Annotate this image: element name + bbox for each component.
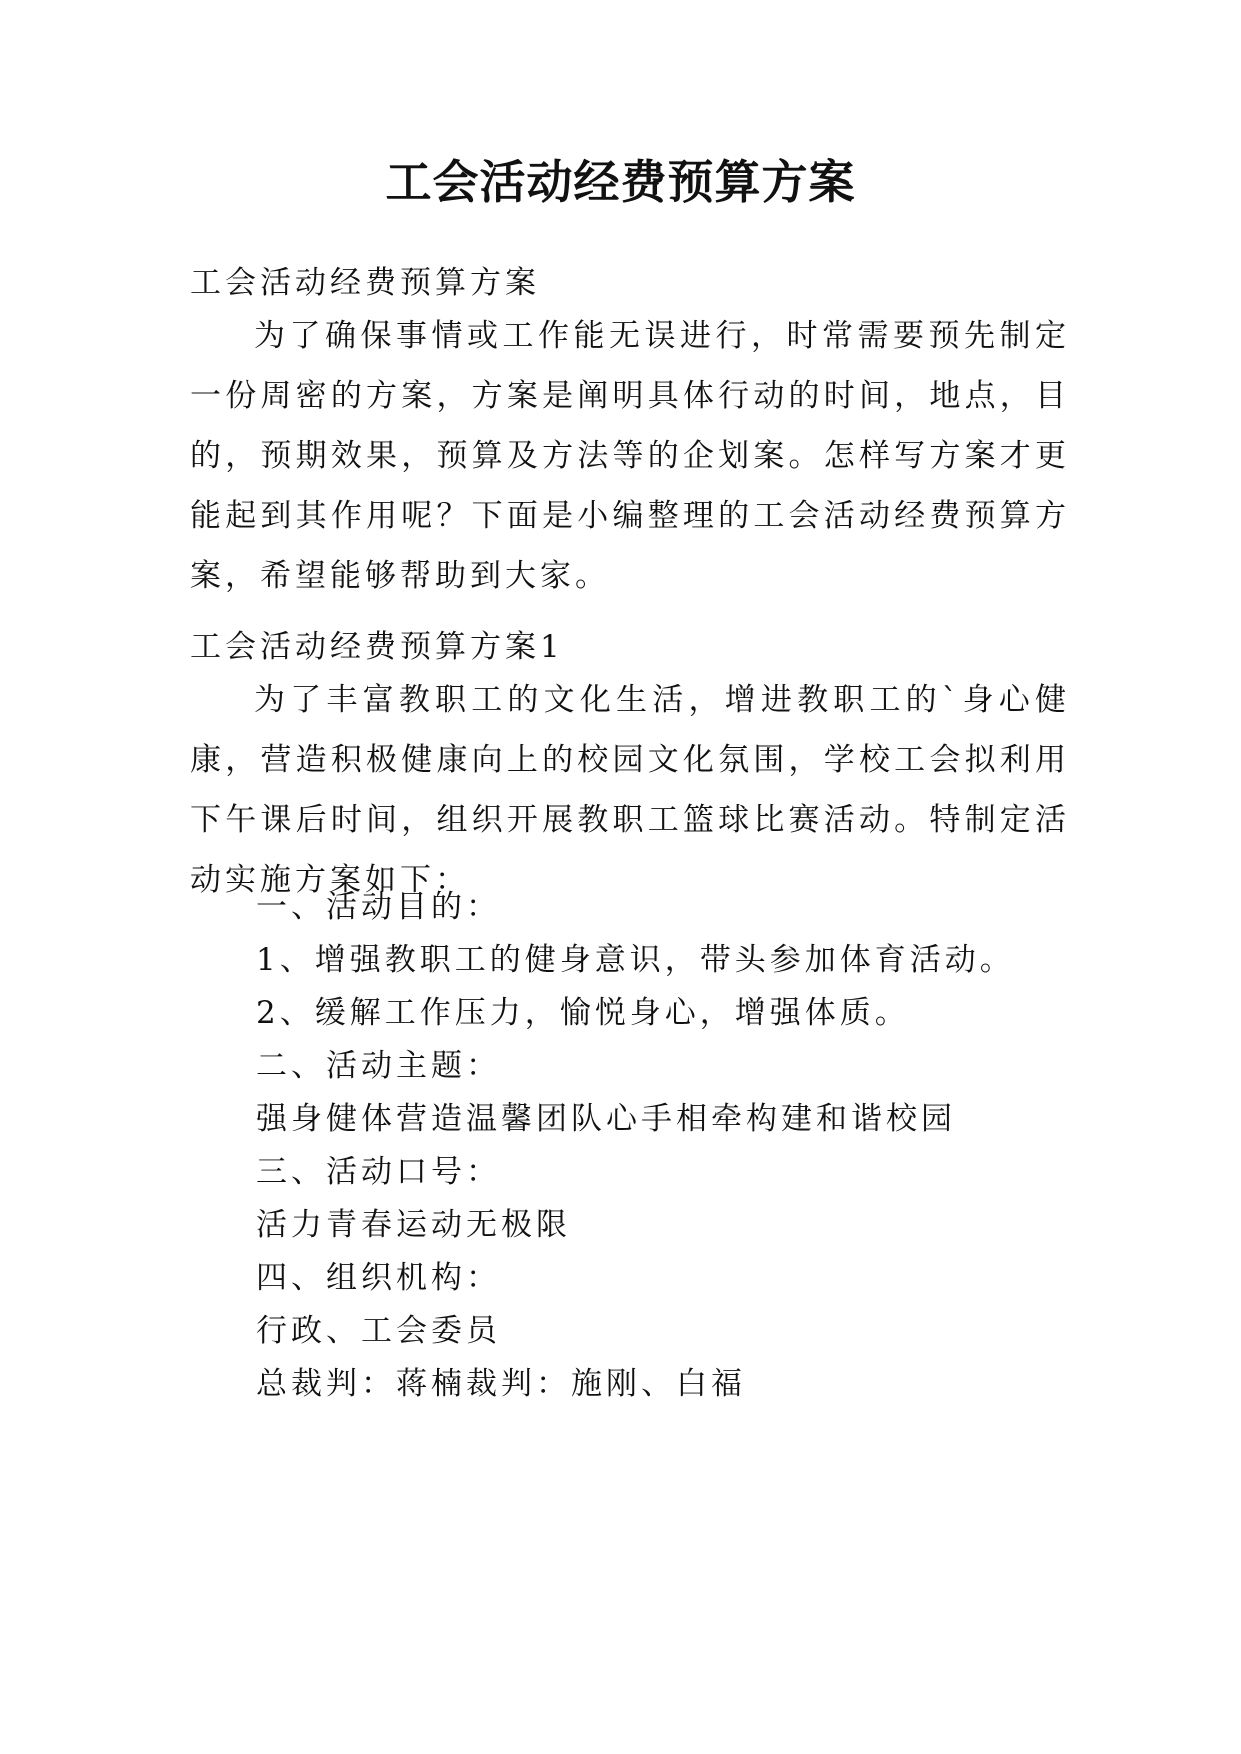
section-1-heading: 工会活动经费预算方案1: [190, 629, 564, 665]
list-item: 行政、工会委员: [256, 1313, 501, 1349]
list-item: 二、活动主题：: [256, 1048, 501, 1084]
intro-heading: 工会活动经费预算方案: [190, 265, 540, 301]
list-item: 1、增强教职工的健身意识，带头参加体育活动。: [256, 942, 1015, 978]
list-item: 强身健体营造温馨团队心手相牵构建和谐校园: [256, 1101, 956, 1137]
list-item: 2、缓解工作压力，愉悦身心，增强体质。: [256, 995, 910, 1031]
list-item: 总裁判：蒋楠裁判：施刚、白福: [256, 1366, 746, 1402]
list-item: 活力青春运动无极限: [256, 1207, 571, 1243]
list-item: 一、活动目的：: [256, 889, 501, 925]
list-item: 四、组织机构：: [256, 1260, 501, 1296]
section-1-paragraph: 为了丰富教职工的文化生活，增进教职工的`身心健康，营造积极健康向上的校园文化氛围，学校工会拟利用下午课后时间，组织开展教职工篮球比赛活动。特制定活动实施方案如下：: [190, 682, 1070, 898]
document-title: 工会活动经费预算方案: [385, 155, 856, 209]
list-item: 三、活动口号：: [256, 1154, 501, 1190]
intro-paragraph: 为了确保事情或工作能无误进行，时常需要预先制定一份周密的方案，方案是阐明具体行动的时间，地点，目的，预期效果，预算及方法等的企划案。怎样写方案才更能起到其作用呢？下面是小编整理的工会活动经费预算方案，希望能够帮助到大家。: [190, 318, 1070, 594]
